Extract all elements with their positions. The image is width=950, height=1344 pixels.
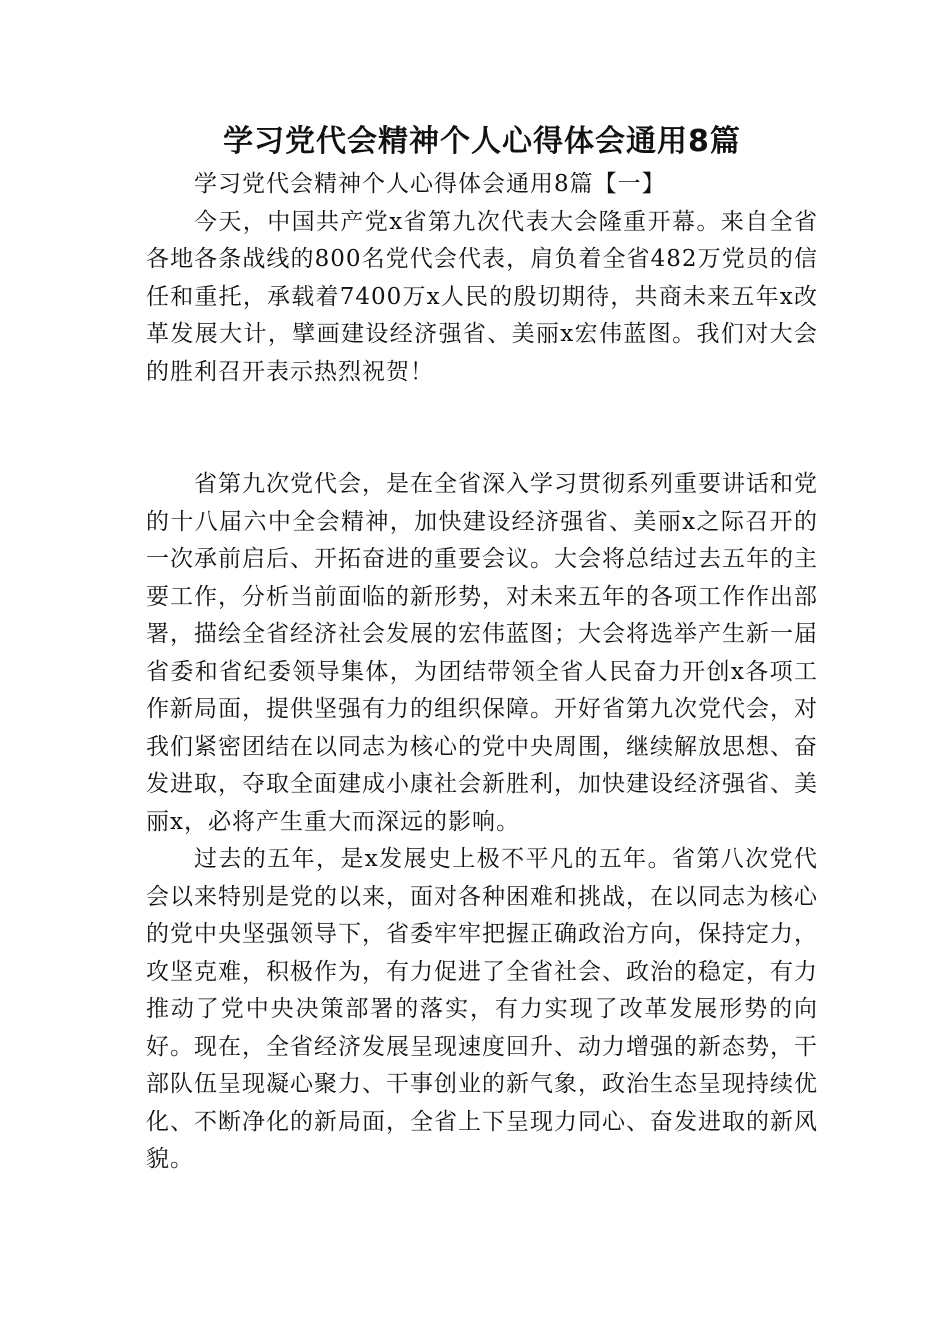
document-body (146, 118, 818, 1179)
paragraph-1: 今天，中国共产党x省第九次代表大会隆重开幕。来自全省各地各条战线的800名党代会代表，肩负着全省482万党员的信任和重托，承载着7400万x人民的殷切期待，共商未来五年x改革发展大计，擘画建设经济强省、美丽x宏伟蓝图。我们对大会的胜利召开表示热烈祝贺！ (146, 208, 818, 385)
paragraph-3: 过去的五年，是x发展史上极不平凡的五年。省第八次党代会以来特别是党的以来，面对各种困难和挑战，在以同志为核心的党中央坚强领导下，省委牢牢把握正确政治方向，保持定力，攻坚克难，积极作为，有力促进了全省社会、政治的稳定，有力推动了党中央决策部署的落实，有力实现了改革发展形势的向好。现在，全省经济发展呈现速度回升、动力增强的新态势，干部队伍呈现凝心聚力、干事创业的新气象，政治生态呈现持续优化、不断净化的新局面，全省上下呈现力同心、奋发进取的新风貌。 (146, 846, 818, 1172)
document-title: 学习党代会精神个人心得体会通用8篇 (223, 124, 741, 159)
paragraph-spacer (146, 391, 818, 466)
paragraph-2: 省第九次党代会，是在全省深入学习贯彻系列重要讲话和党的十八届六中全会精神，加快建设经济强省、美丽x之际召开的一次承前启后、开拓奋进的重要会议。大会将总结过去五年的主要工作，分析当前面临的新形势，对未来五年的各项工作作出部署，描绘全省经济社会发展的宏伟蓝图；大会将选举产生新一届省委和省纪委领导集体，为团结带领全省人民奋力开创x各项工作新局面，提供坚强有力的组织保障。开好省第九次党代会，对我们紧密团结在以同志为核心的党中央周围，继续解放思想、奋发进取，夺取全面建成小康社会新胜利，加快建设经济强省、美丽x，必将产生重大而深远的影响。 (146, 471, 818, 835)
section-heading: 学习党代会精神个人心得体会通用8篇【一】 (194, 171, 666, 197)
